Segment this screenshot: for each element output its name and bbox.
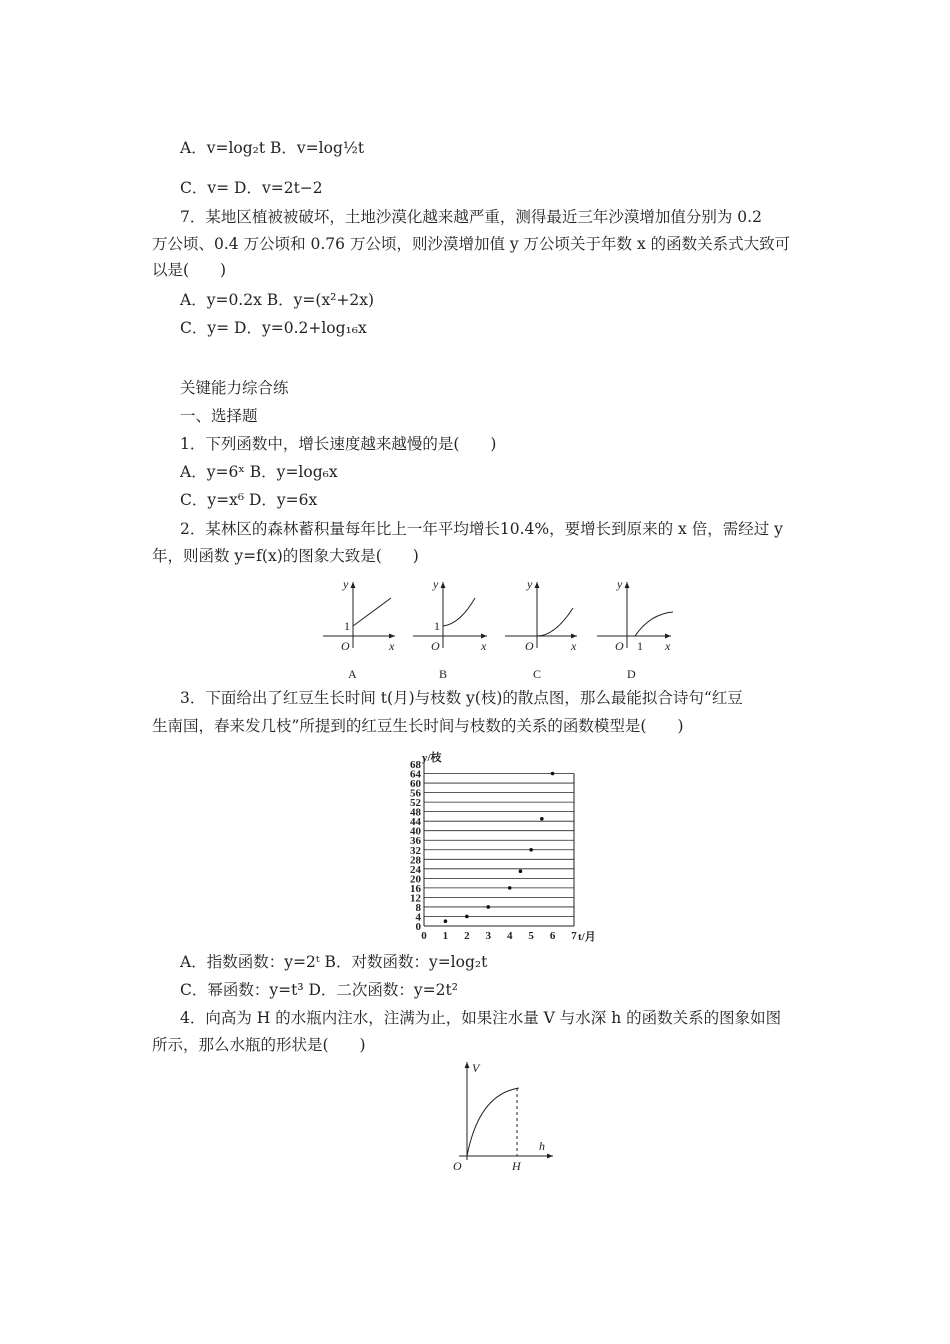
y-tick-label: 64 — [410, 768, 421, 781]
q3-line-2: 生南国，春来发几枝”所提到的红豆生长时间与枝数的关系的函数模型是( ) — [152, 717, 684, 735]
q2-label-b: B — [439, 667, 448, 681]
y-tick-label: 16 — [410, 882, 421, 895]
q3-options-cd: C．幂函数：y=t³ D．二次函数：y=2t² — [180, 981, 458, 999]
y-tick-label: 56 — [410, 787, 421, 800]
q2a-y-label: y — [343, 577, 349, 591]
y-tick-label: 52 — [410, 797, 421, 810]
y-tick-label: 28 — [410, 854, 421, 867]
q2d-x-label: x — [665, 639, 671, 653]
q4-x-label: h — [539, 1139, 545, 1153]
q2-line-1: 2．某林区的森林蓄积量每年比上一年平均增长10.4%，要增长到原来的 x 倍，需经过 y — [180, 520, 783, 538]
q2-line-2: 年，则函数 y=f(x)的图象大致是( ) — [152, 547, 419, 565]
section-title: 关键能力综合练 — [180, 379, 289, 397]
scatter-point — [444, 919, 448, 923]
y-tick-label: 40 — [410, 825, 421, 838]
y-tick-label: 20 — [410, 873, 421, 886]
q2c-x-label: x — [571, 639, 577, 653]
q2-label-d: D — [627, 667, 636, 681]
scatter-point — [529, 848, 533, 852]
y-tick-label: 44 — [410, 816, 421, 829]
q3-line-1: 3．下面给出了红豆生长时间 t(月)与枝数 y(枝)的散点图，那么最能拟合诗句“红豆 — [180, 689, 743, 707]
x-tick-label: 3 — [485, 930, 492, 942]
scatter-point — [540, 817, 544, 821]
y-tick-label: 24 — [410, 863, 421, 876]
q3-x-axis-label: t/月 — [578, 931, 596, 943]
y-tick-label: 32 — [410, 844, 421, 857]
q2b-x-label: x — [481, 639, 487, 653]
q4-origin: O — [453, 1159, 462, 1173]
x-tick-label: 4 — [506, 930, 513, 942]
y-tick-label: 4 — [415, 911, 421, 924]
q7-options-ab: A．y=0.2x B．y=(x²+2x) — [180, 291, 375, 309]
scatter-point — [519, 869, 523, 873]
y-tick-label: 0 — [415, 921, 421, 933]
q2d-y-label: y — [617, 577, 623, 591]
q2c-y-label: y — [527, 577, 533, 591]
scatter-point — [551, 772, 555, 776]
y-tick-label: 60 — [410, 778, 421, 791]
q2d-origin: O — [615, 639, 624, 653]
q7-line-1: 7．某地区植被被破坏，土地沙漠化越来越严重，测得最近三年沙漠增加值分别为 0.2 — [180, 208, 762, 226]
q1-options-ab: A．y=6ˣ B．y=log₆x — [180, 463, 338, 481]
y-tick-label: 8 — [415, 901, 421, 914]
y-tick-label: 12 — [410, 892, 421, 905]
q2-graphs — [315, 578, 695, 682]
subsection-title: 一、选择题 — [180, 407, 258, 425]
scatter-point — [486, 905, 490, 909]
q1-stem: 1．下列函数中，增长速度越来越慢的是( ) — [180, 435, 497, 453]
x-tick-label: 0 — [421, 930, 427, 942]
q2a-x-label: x — [389, 639, 395, 653]
y-tick-label: 48 — [410, 806, 421, 819]
x-tick-label: 2 — [464, 930, 470, 942]
q4-h-mark: H — [512, 1159, 521, 1173]
q4-y-label: V — [472, 1061, 480, 1075]
q2c-origin: O — [525, 639, 534, 653]
q7-line-2: 万公顷、0.4 万公顷和 0.76 万公顷，则沙漠增加值 y 万公顷关于年数 x 的函数关系式大致可 — [152, 235, 791, 253]
q1-options-cd: C．y=x⁶ D．y=6x — [180, 491, 318, 509]
scatter-point — [508, 886, 512, 890]
q4-line-2: 所示，那么水瓶的形状是( ) — [152, 1036, 366, 1054]
q7-options-cd: C．y= D．y=0.2+log₁₆x — [180, 319, 367, 337]
q2d-one: 1 — [637, 639, 643, 653]
q7-line-3: 以是( ) — [152, 261, 227, 279]
q4-graph — [445, 1060, 560, 1172]
q4-line-1: 4．向高为 H 的水瓶内注水，注满为止，如果注水量 V 与水深 h 的函数关系的图象如图 — [180, 1009, 782, 1027]
q2b-one: 1 — [434, 619, 440, 633]
q6-options-cd: C．v= D．v=2t−2 — [180, 179, 323, 197]
q2-label-a: A — [348, 667, 357, 681]
q3-options-ab: A．指数函数：y=2ᵗ B．对数函数：y=log₂t — [180, 953, 488, 971]
q2a-origin: O — [341, 639, 350, 653]
q2b-y-label: y — [433, 577, 439, 591]
x-tick-label: 7 — [571, 930, 577, 942]
q3-y-axis-label: y/枝 — [422, 752, 442, 764]
scatter-point — [465, 915, 469, 919]
q6-options-ab: A．v=log₂t B．v=log½t — [180, 139, 365, 157]
q2a-one: 1 — [344, 619, 350, 633]
x-tick-label: 5 — [528, 930, 534, 942]
q2b-origin: O — [431, 639, 440, 653]
y-tick-label: 36 — [410, 835, 421, 848]
x-tick-label: 1 — [442, 930, 449, 942]
q2-label-c: C — [533, 667, 542, 681]
y-tick-label: 68 — [410, 759, 421, 771]
q3-scatter-chart — [388, 748, 608, 946]
x-tick-label: 6 — [549, 930, 556, 942]
